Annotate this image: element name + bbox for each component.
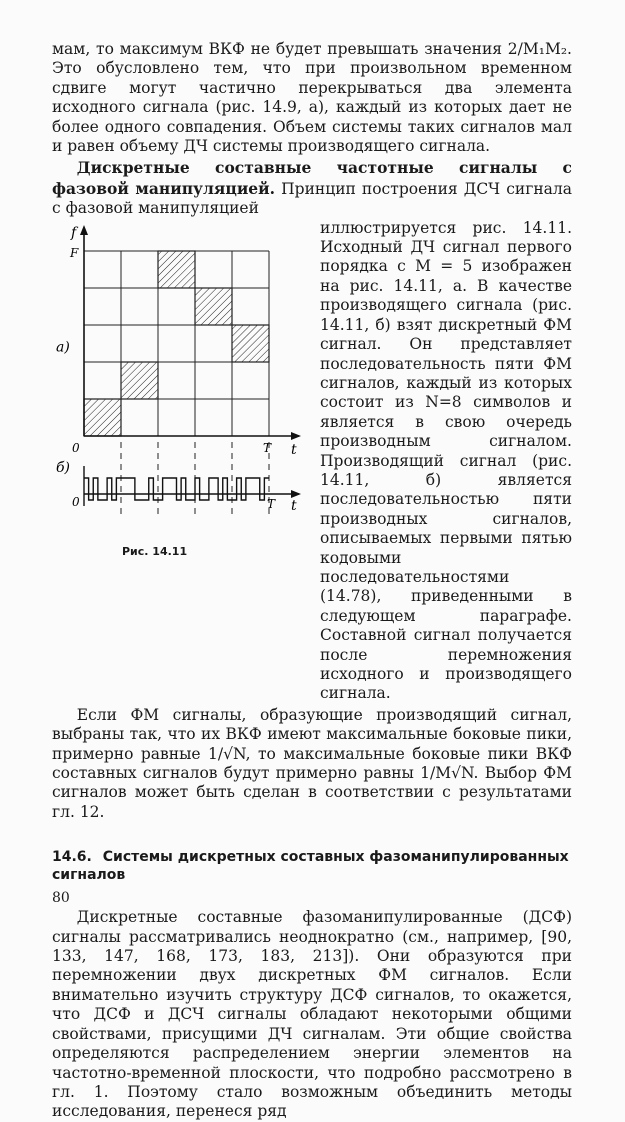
hatched-cell-0 <box>84 399 121 436</box>
paragraph-2: Если ФМ сигналы, образующие производящий сигнал, выбраны так, что их ВКФ имеют максимальные боковые пики, примерно равные 1/√N, то максимальные боковые пики ВКФ составных сигналов будут примерно равны 1/M√N. Выбор ФМ сигналов может быть сделан в соответствии с результатами гл. 12. <box>52 705 572 821</box>
hatched-cell-3 <box>195 288 232 325</box>
label-b: б) <box>56 459 71 476</box>
section-lead: Дискретные составные частотные сигналы с фазовой манипуляцией. <box>52 158 572 198</box>
top-paragraph: мам, то максимум ВКФ не будет превышать значения 2/M₁M₂. Это обусловлено тем, что при произвольном временном сдвиге могут частично перекрываться два элемента исходного сигнала (рис. 14.9, а), каждый из которых дает не более одного совпадения. Объем системы таких сигналов мал и равен объему ДЧ системы производящего сигнала. <box>52 40 572 156</box>
section-intro: Принцип построения ДСЧ сигнала с фазовой манипуляцией <box>52 179 573 218</box>
label-zero-a: 0 <box>72 440 80 455</box>
figure-14-11 <box>52 219 320 579</box>
t-axis-a-arrow <box>291 432 301 440</box>
hatched-cell-2 <box>158 251 195 288</box>
label-f: f <box>71 224 77 241</box>
t-axis-b-arrow <box>291 490 301 498</box>
figure-caption: Рис. 14.11 <box>122 544 188 558</box>
label-a: а) <box>56 339 70 356</box>
section-intro-paragraph <box>52 158 572 218</box>
label-F: F <box>70 245 79 260</box>
label-T-b: T <box>267 496 276 511</box>
hatched-cell-1 <box>121 362 158 399</box>
f-axis-arrow <box>80 225 88 235</box>
fm-signal <box>84 478 269 500</box>
label-t-a: t <box>291 441 297 458</box>
heading-text: Системы дискретных составных фазоманипулированных сигналов <box>52 849 569 884</box>
figure-row <box>52 219 572 704</box>
label-t-b: t <box>291 497 297 514</box>
page-number: 80 <box>52 890 70 906</box>
page-body <box>52 40 572 1122</box>
figure-svg <box>52 219 320 549</box>
paragraph-3: Дискретные составные фазоманипулированные (ДСФ) сигналы рассматривались неоднократно (см., например, [90, 133, 147, 168, 173, 183, 213]). Они образуются при перемножении двух дискретных ФМ сигналов. Если внимательно изучить структуру ДСФ сигналов, то окажется, что ДСФ и ДСЧ сигналы обладают некоторыми общими свойствами, присущими ДЧ сигналам. Эти общие свойства определяются распределением энергии элементов на частотно-временной плоскости, что подробно рассмотрено в гл. 1. Поэтому стало возможным объединить методы исследования, перенеся ряд <box>52 908 572 1121</box>
section-heading <box>52 848 572 884</box>
label-zero-b: 0 <box>72 494 80 509</box>
label-T-a: T <box>263 440 272 455</box>
figure-side-text: иллюстрируется рис. 14.11. Исходный ДЧ сигнал первого порядка с M = 5 изображен на рис. 14.11, а. В качестве производящего сигнала (рис. 14.11, б) взят дискретный ФМ сигнал. Он представляет последовательность пяти ФМ сигналов, каждый из которых состоит из N=8 символов и является в свою очередь производным сигналом. Производящий сигнал (рис. 14.11, б) является последовательностью пяти производных сигналов, описываемых первыми пятью кодовыми последовательностями (14.78), приведенными в следующем параграфе. Составной сигнал получается после перемножения исходного и производящего сигнала. <box>320 218 572 703</box>
heading-number: 14.6. <box>52 849 92 866</box>
hatched-cell-4 <box>232 325 269 362</box>
